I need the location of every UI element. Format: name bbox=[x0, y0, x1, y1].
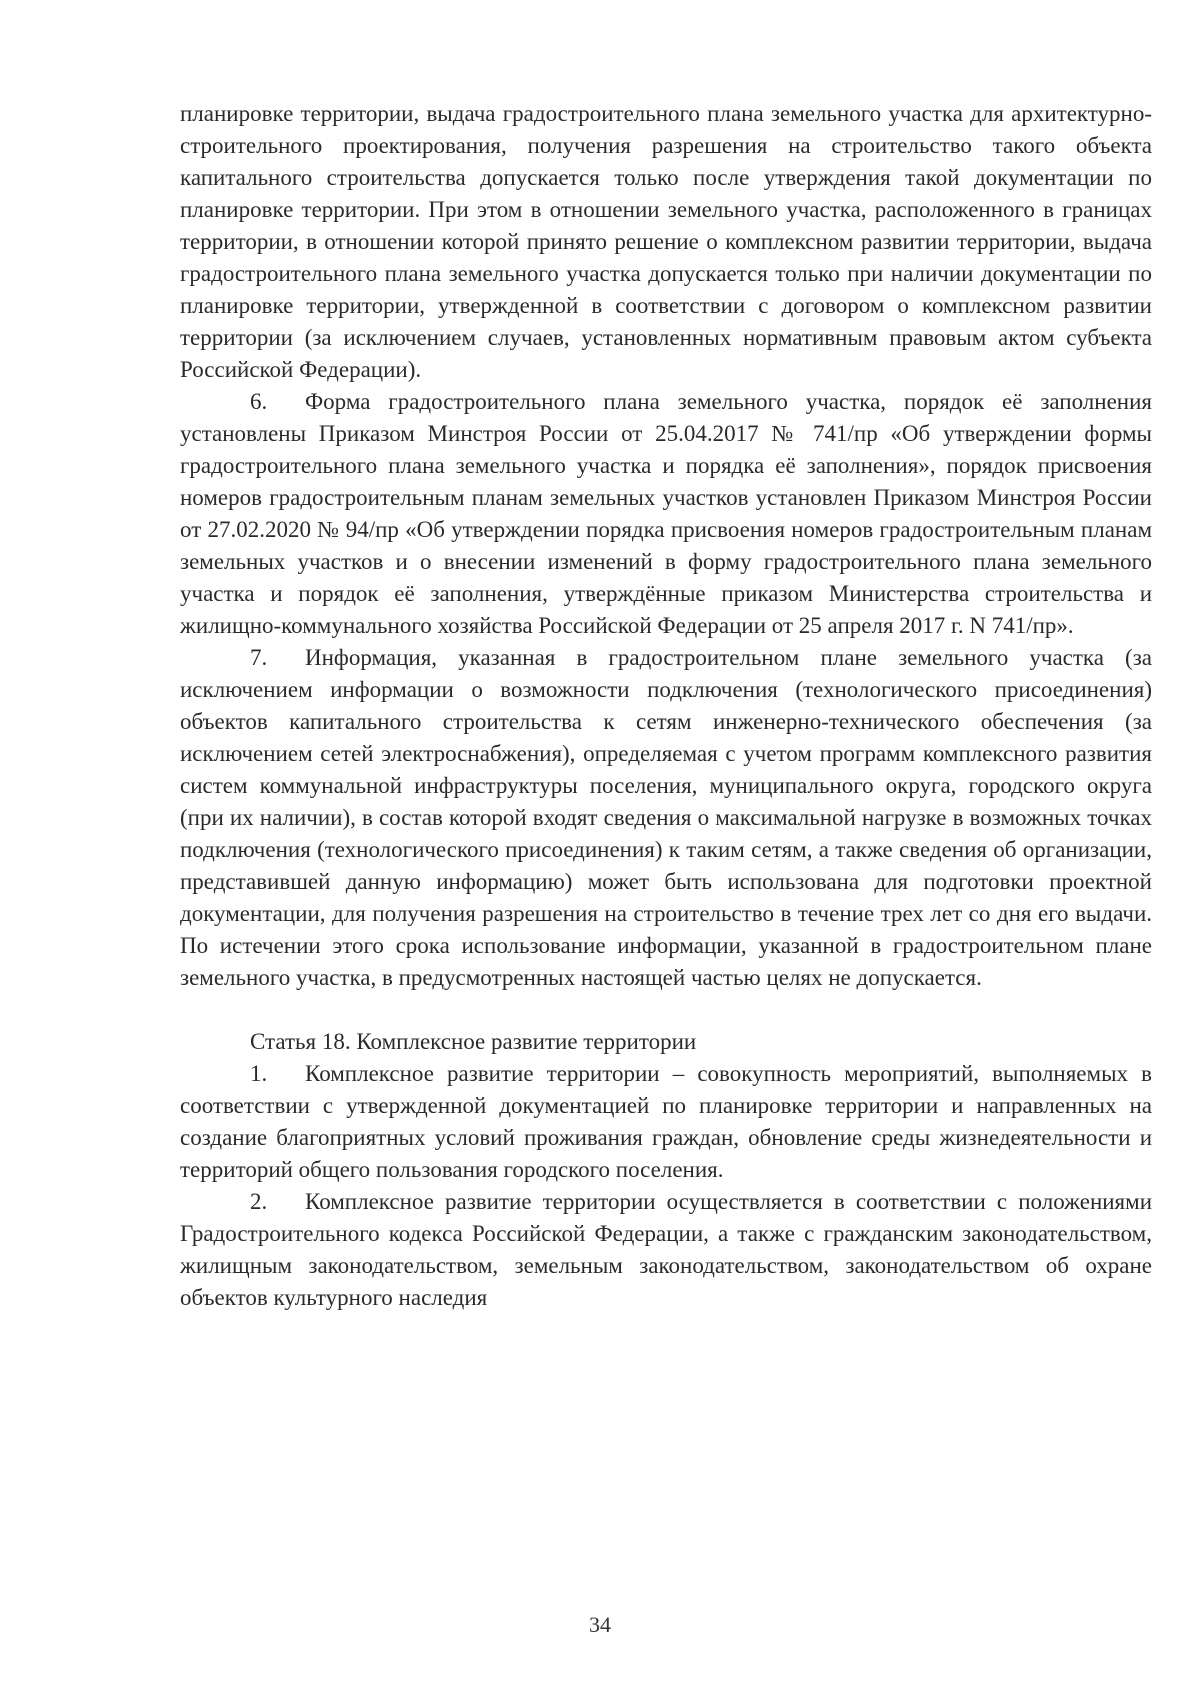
article-title: Статья 18. Комплексное развитие территории bbox=[250, 1029, 697, 1054]
page-number: 34 bbox=[589, 1612, 611, 1637]
paragraph-number: 2. bbox=[250, 1189, 268, 1214]
paragraph-number: 1. bbox=[250, 1061, 268, 1086]
document-body bbox=[180, 98, 1152, 1314]
continuation-paragraph: планировке территории, выдача градостроительного плана земельного участка для архитектурно-строительного проектирования, получения разрешения на строительство такого объекта капитального строительства допускается только после утверждения такой документации по планировке территории. При этом в отношении земельного участка, расположенного в границах территории, в отношении которой принято решение о комплексном развитии территории, выдача градостроительного плана земельного участка допускается только при наличии документации по планировке территории, утвержденной в соответствии с договором о комплексном развитии территории (за исключением случаев, установленных нормативным правовым актом субъекта Российской Федерации). bbox=[180, 101, 1152, 382]
paragraph-6 bbox=[180, 386, 1152, 642]
paragraph-text: Комплексное развитие территории – совокупность мероприятий, выполняемых в соответствии с утвержденной документацией по планировке территории и направленных на создание благоприятных условий проживания граждан, обновление среды жизнедеятельности и территорий общего пользования городского поселения. bbox=[180, 1061, 1152, 1182]
article-paragraph-1 bbox=[180, 1058, 1152, 1186]
paragraph-text: Форма градостроительного плана земельного участка, порядок её заполнения установлены Приказом Минстроя России от 25.04.2017 № 741/пр «Об утверждении формы градостроительного плана земельного участка и порядка её заполнения», порядок присвоения номеров градостроительным планам земельных участков установлен Приказом Минстроя России от 27.02.2020 № 94/пр «Об утверждении порядка присвоения номеров градостроительным планам земельных участков и о внесении изменений в форму градостроительного плана земельного участка и порядок её заполнения, утверждённые приказом Министерства строительства и жилищно-коммунального хозяйства Российской Федерации от 25 апреля 2017 г. N 741/пр». bbox=[180, 389, 1152, 638]
paragraph-number: 7. bbox=[250, 645, 268, 670]
paragraph-text: Комплексное развитие территории осуществляется в соответствии с положениями Градостроительного кодекса Российской Федерации, а также с гражданским законодательством, жилищным законодательством, земельным законодательством, законодательством об охране объектов культурного наследия bbox=[180, 1189, 1152, 1310]
paragraph-text: Информация, указанная в градостроительном плане земельного участка (за исключением информации о возможности подключения (технологического присоединения) объектов капитального строительства к сетям инженерно-технического обеспечения (за исключением сетей электроснабжения), определяемая с учетом программ комплексного развития систем коммунальной инфраструктуры поселения, муниципального округа, городского округа (при их наличии), в состав которой входят сведения о максимальной нагрузке в возможных точках подключения (технологического присоединения) к таким сетям, а также сведения об организации, представившей данную информацию) может быть использована для подготовки проектной документации, для получения разрешения на строительство в течение трех лет со дня его выдачи. По истечении этого срока использование информации, указанной в градостроительном плане земельного участка, в предусмотренных настоящей частью целях не допускается. bbox=[180, 645, 1152, 990]
paragraph-7 bbox=[180, 642, 1152, 994]
article-paragraph-2 bbox=[180, 1186, 1152, 1314]
paragraph-number: 6. bbox=[250, 389, 268, 414]
